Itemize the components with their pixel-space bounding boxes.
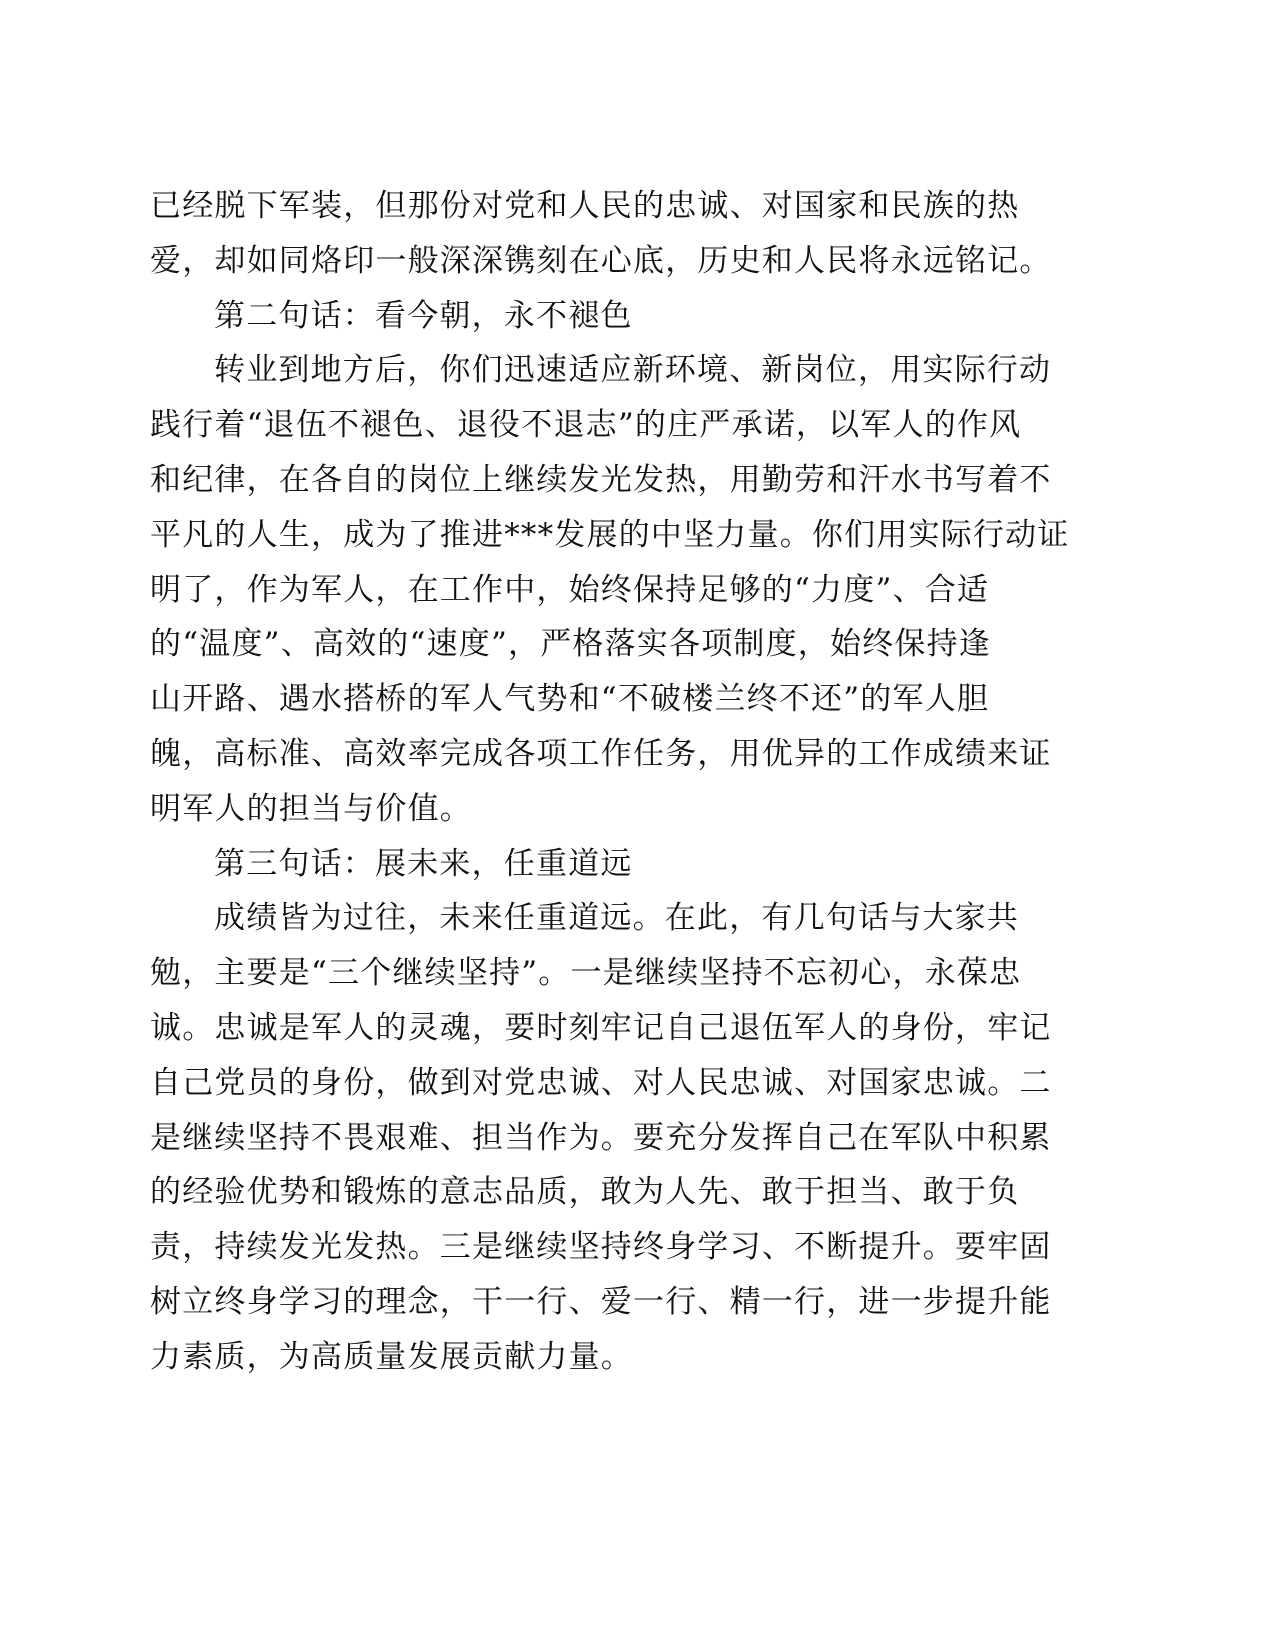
paragraph-line: 践行着“退伍不褪色、退役不退志”的庄严承诺，以军人的作风: [150, 407, 1022, 444]
paragraph-line: 树立终身学习的理念，干一行、爱一行、精一行，进一步提升能: [150, 1283, 1052, 1320]
paragraph-line: 力素质，为高质量发展贡献力量。: [150, 1338, 633, 1375]
paragraph-line: 魄，高标准、高效率完成各项工作任务，用优异的工作成绩来证: [150, 735, 1052, 772]
section-heading: 第三句话：展未来，任重道远: [214, 845, 633, 882]
paragraph-line: 已经脱下军装，但那份对党和人民的忠诚、对国家和民族的热: [150, 188, 1020, 224]
document-body: [150, 179, 1110, 1385]
paragraph-line: 自己党员的身份，做到对党忠诚、对人民忠诚、对国家忠诚。二: [150, 1064, 1052, 1101]
paragraph-line: 和纪律，在各自的岗位上继续发光发热，用勤劳和汗水书写着不: [150, 461, 1052, 498]
paragraph-line: 诚。忠诚是军人的灵魂，要时刻牢记自己退伍军人的身份，牢记: [150, 1009, 1052, 1046]
paragraph-line: 明军人的担当与价值。: [150, 790, 472, 827]
section-heading: 第二句话：看今朝，永不褪色: [214, 297, 633, 334]
paragraph-line: 的“温度”、高效的“速度”，严格落实各项制度，始终保持逢: [150, 626, 991, 663]
paragraph-line: 成绩皆为过往，未来任重道远。在此，有几句话与大家共: [214, 900, 1019, 937]
paragraph-line: 责，持续发光发热。三是继续坚持终身学习、不断提升。要牢固: [150, 1229, 1052, 1266]
paragraph-line: 明了，作为军人，在工作中，始终保持足够的“力度”、合适: [150, 571, 990, 608]
paragraph-line: 爱，却如同烙印一般深深镌刻在心底，历史和人民将永远铭记。: [150, 242, 1052, 279]
paragraph-line: 勉，主要是“三个继续坚持”。一是继续坚持不忘初心，永葆忠: [150, 955, 1022, 992]
paragraph-line: 是继续坚持不畏艰难、担当作为。要充分发挥自己在军队中积累: [150, 1119, 1052, 1156]
paragraph-line: 的经验优势和锻炼的意志品质，敢为人先、敢于担当、敢于负: [150, 1174, 1020, 1211]
paragraph-line: 山开路、遇水搭桥的军人气势和“不破楼兰终不还”的军人胆: [150, 681, 990, 718]
paragraph-line: 转业到地方后，你们迅速适应新环境、新岗位，用实际行动: [214, 352, 1052, 389]
paragraph-line: 平凡的人生，成为了推进***发展的中坚力量。你们用实际行动证: [150, 516, 1070, 553]
